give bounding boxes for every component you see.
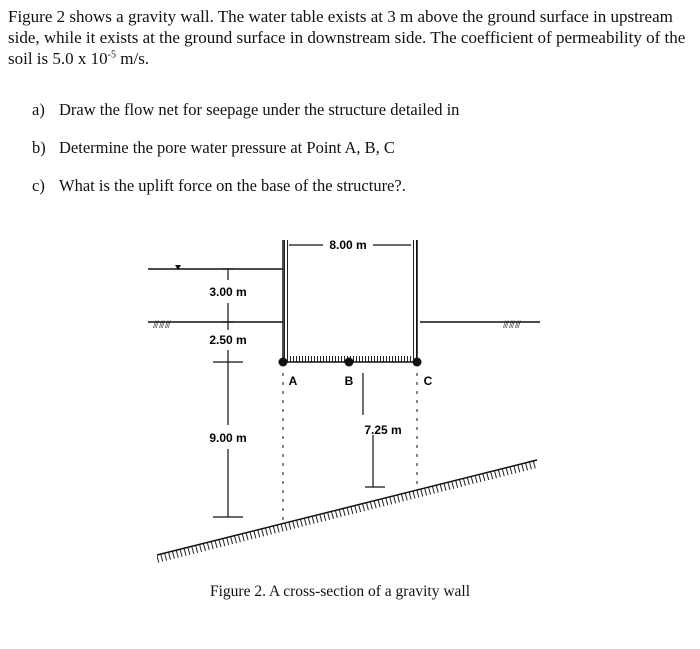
point-b-marker [345,358,354,367]
point-c-marker [413,358,422,367]
water-depth-label: 3.00 m [209,285,247,299]
wall-left-side [283,240,289,362]
point-a-marker [279,358,288,367]
question-text: Draw the flow net for seepage under the structure detailed in [59,100,460,119]
point-c-label: C [423,374,433,388]
impermeable-layer [157,460,537,555]
point-a-label: A [288,374,298,388]
problem-statement: Figure 2 shows a gravity wall. The water table exists at 3 m above the ground surface in upstream side, while it exists at the ground surface in downstream side. The coefficient of permeability of the soil is 5.0 x $10^{-5}$ m/s. [8,7,686,68]
question-list [32,100,459,214]
question-b [32,138,459,176]
impermeable-layer-hatch [157,460,537,563]
wall-right-side [411,240,417,362]
question-label: c) [32,176,45,195]
point-b-label: B [344,374,354,388]
gravity-wall-figure [145,225,545,580]
embed-depth-label: 2.50 m [209,333,247,347]
base-depth-label: 7.25 m [364,423,402,437]
question-text: What is the uplift force on the base of the structure?. [59,176,406,195]
ground-hatch-right: ⫻⫻⫻ [503,320,521,331]
question-label: b) [32,138,46,157]
ground-hatch-left: ⫻⫻⫻ [153,320,171,331]
question-text: Determine the pore water pressure at Point A, B, C [59,138,395,157]
width-dimension-label: 8.00 m [329,238,367,252]
question-label: a) [32,100,45,119]
question-a [32,100,459,138]
question-c [32,176,459,214]
figure-caption: Figure 2. A cross-section of a gravity wall [210,583,471,600]
soil-depth-label: 9.00 m [209,431,247,445]
